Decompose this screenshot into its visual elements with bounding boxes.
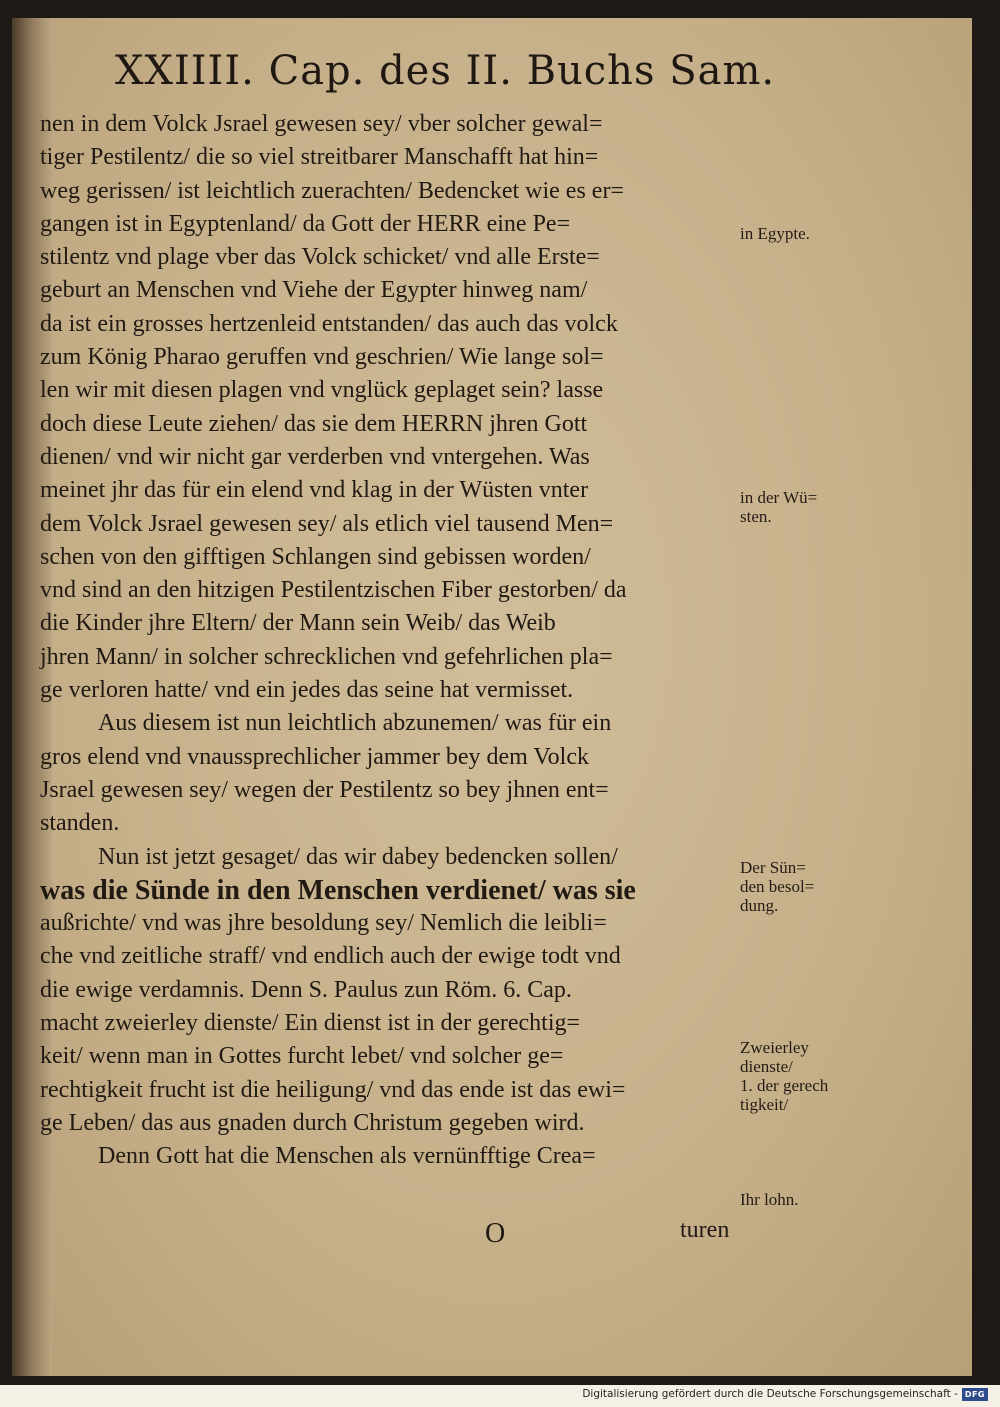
text-line: che vnd zeitliche straff/ vnd endlich auch der ewige todt vnd	[40, 943, 621, 970]
text-line: die ewige verdamnis. Denn S. Paulus zun Röm. 6. Cap.	[40, 976, 572, 1003]
text-line: meinet jhr das für ein elend vnd klag in der Wüsten vnter	[40, 477, 589, 504]
text-line: macht zweierley dienste/ Ein dienst ist in der gerechtig=	[40, 1010, 581, 1037]
text-line: schen von den gifftigen Schlangen sind gebissen worden/	[40, 543, 591, 570]
text-line: standen.	[40, 810, 120, 837]
text-line: geburt an Menschen vnd Viehe der Egypter hinweg nam/	[40, 277, 588, 304]
margin-note: Der Sün= den besol= dung.	[740, 858, 815, 915]
text-line: weg gerissen/ ist leichtlich zuerachten/ Bedencket wie es er=	[40, 177, 624, 204]
text-line: stilentz vnd plage vber das Volck schicket/ vnd alle Erste=	[40, 244, 600, 271]
dfg-logo-icon: DFG	[962, 1388, 988, 1401]
margin-note: in Egypte.	[740, 224, 810, 243]
footer-text: Digitalisierung gefördert durch die Deutsche Forschungsgemeinschaft -	[582, 1388, 958, 1400]
paragraph-start-line: Aus diesem ist nun leichtlich abzunemen/ was für ein	[98, 710, 612, 737]
paragraph-start-line: Nun ist jetzt gesaget/ das wir dabey bedencken sollen/	[98, 843, 618, 870]
body-text	[30, 108, 750, 1174]
text-line: gros elend vnd vnaussprechlicher jammer bey dem Volck	[40, 743, 589, 770]
text-line: ge verloren hatte/ vnd ein jedes das seine hat vermisset.	[40, 677, 574, 704]
text-line: zum König Pharao geruffen vnd geschrien/ Wie lange sol=	[40, 344, 604, 371]
text-line: außrichte/ vnd was jhre besoldung sey/ Nemlich die leibli=	[40, 910, 607, 937]
text-line: nen in dem Volck Jsrael gewesen sey/ vber solcher gewal=	[40, 111, 603, 137]
footer-credit	[582, 1385, 988, 1403]
margin-note: Zweierley dienste/ 1. der gerech tigkeit/	[740, 1038, 829, 1114]
text-line: gangen ist in Egyptenland/ da Gott der HERR eine Pe=	[40, 210, 571, 237]
running-header: XXIIII. Cap. des II. Buchs Sam.	[115, 48, 776, 94]
text-line: doch diese Leute ziehen/ das sie dem HERRN jhren Gott	[40, 410, 588, 437]
text-line: len wir mit diesen plagen vnd vnglück geplaget sein? lasse	[40, 377, 604, 404]
text-line: vnd sind an den hitzigen Pestilentzischen Fiber gestorben/ da	[40, 577, 627, 604]
text-line: rechtigkeit frucht ist die heiligung/ vnd das ende ist das ewi=	[40, 1076, 626, 1103]
text-line: ge Leben/ das aus gnaden durch Christum gegeben wird.	[40, 1109, 585, 1136]
text-line: tiger Pestilentz/ die so viel streitbarer Manschafft hat hin=	[40, 144, 599, 171]
text-line: jhren Mann/ in solcher schrecklichen vnd gefehrlichen pla=	[40, 643, 613, 670]
text-line: da ist ein grosses hertzenleid entstanden/ das auch das volck	[40, 310, 618, 337]
text-line: Jsrael gewesen sey/ wegen der Pestilentz so bey jhnen ent=	[40, 776, 609, 803]
paragraph-start-line: Denn Gott hat die Menschen als vernünfftige Crea=	[98, 1143, 596, 1170]
emphasized-line: was die Sünde in den Menschen verdienet/ was sie	[40, 874, 636, 906]
text-line: keit/ wenn man in Gottes furcht lebet/ vnd solcher ge=	[40, 1043, 564, 1070]
catchword: turen	[680, 1217, 730, 1243]
text-line: dem Volck Jsrael gewesen sey/ als etlich viel tausend Men=	[40, 510, 614, 537]
signature-mark: O	[485, 1218, 506, 1249]
text-line: dienen/ vnd wir nicht gar verderben vnd vntergehen. Was	[40, 443, 590, 470]
text-line: die Kinder jhre Eltern/ der Mann sein Weib/ das Weib	[40, 610, 556, 637]
margin-note: Ihr lohn.	[740, 1190, 799, 1209]
margin-note: in der Wü= sten.	[740, 488, 818, 526]
